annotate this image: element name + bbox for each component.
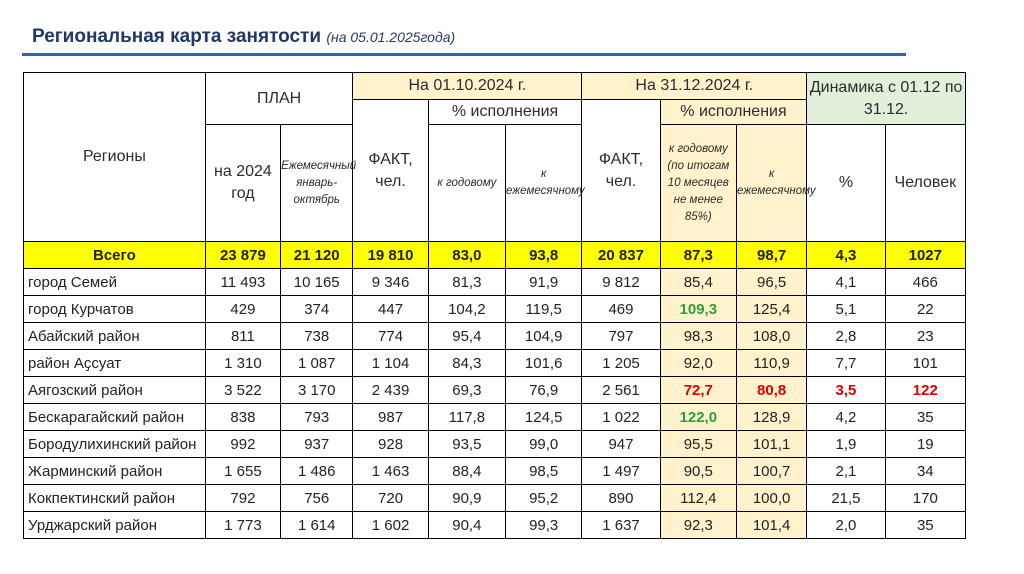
cell: 738 xyxy=(281,323,353,350)
cell: 119,5 xyxy=(506,296,582,323)
cell: 22 xyxy=(885,296,965,323)
cell-highlight-bad: 80,8 xyxy=(736,377,806,404)
cell: 2,0 xyxy=(807,512,885,539)
cell: 117,8 xyxy=(428,404,505,431)
cell: 1 497 xyxy=(582,458,660,485)
cell: 1 614 xyxy=(281,512,353,539)
cell: 108,0 xyxy=(736,323,806,350)
cell: 69,3 xyxy=(428,377,505,404)
cell: 4,2 xyxy=(807,404,885,431)
table-row xyxy=(24,323,966,350)
cell: 99,3 xyxy=(506,512,582,539)
header-pct-exec2: % исполнения xyxy=(660,100,807,125)
cell: 1 486 xyxy=(281,458,353,485)
region-name: Урджарский район xyxy=(24,512,206,539)
cell: 96,5 xyxy=(736,269,806,296)
cell: 87,3 xyxy=(660,242,736,269)
cell: 469 xyxy=(582,296,660,323)
cell: 88,4 xyxy=(428,458,505,485)
cell: 374 xyxy=(281,296,353,323)
cell: 90,4 xyxy=(428,512,505,539)
header-fact2: ФАКТ, чел. xyxy=(582,100,660,242)
cell: 101,6 xyxy=(506,350,582,377)
cell: 76,9 xyxy=(506,377,582,404)
cell: 81,3 xyxy=(428,269,505,296)
cell: 112,4 xyxy=(660,485,736,512)
total-label: Всего xyxy=(24,242,206,269)
cell: 2 561 xyxy=(582,377,660,404)
cell: 1 205 xyxy=(582,350,660,377)
table-row xyxy=(24,458,966,485)
cell: 992 xyxy=(205,431,280,458)
cell: 104,9 xyxy=(506,323,582,350)
cell: 100,7 xyxy=(736,458,806,485)
title-text: Региональная карта занятости xyxy=(32,26,322,47)
cell: 92,0 xyxy=(660,350,736,377)
header-to-monthly2: к ежемесячному xyxy=(736,125,806,242)
cell: 101,4 xyxy=(736,512,806,539)
region-name: Аягозский район xyxy=(24,377,206,404)
cell: 83,0 xyxy=(428,242,505,269)
cell: 793 xyxy=(281,404,353,431)
cell: 21 120 xyxy=(281,242,353,269)
employment-table xyxy=(23,72,966,539)
table-row xyxy=(24,485,966,512)
cell: 90,5 xyxy=(660,458,736,485)
cell: 85,4 xyxy=(660,269,736,296)
cell: 5,1 xyxy=(807,296,885,323)
cell: 1 463 xyxy=(353,458,428,485)
cell: 100,0 xyxy=(736,485,806,512)
cell: 1,9 xyxy=(807,431,885,458)
region-name: Бородулихинский район xyxy=(24,431,206,458)
cell: 756 xyxy=(281,485,353,512)
cell: 104,2 xyxy=(428,296,505,323)
cell: 890 xyxy=(582,485,660,512)
header-plan: ПЛАН xyxy=(205,73,353,125)
cell: 1 087 xyxy=(281,350,353,377)
cell: 93,8 xyxy=(506,242,582,269)
region-name: Бескарагайский район xyxy=(24,404,206,431)
cell: 466 xyxy=(885,269,965,296)
cell: 170 xyxy=(885,485,965,512)
cell: 99,0 xyxy=(506,431,582,458)
header-pct-exec1: % исполнения xyxy=(428,100,582,125)
cell: 11 493 xyxy=(205,269,280,296)
cell: 2 439 xyxy=(353,377,428,404)
cell: 124,5 xyxy=(506,404,582,431)
cell: 947 xyxy=(582,431,660,458)
cell: 9 346 xyxy=(353,269,428,296)
cell: 19 810 xyxy=(353,242,428,269)
cell: 92,3 xyxy=(660,512,736,539)
cell: 4,1 xyxy=(807,269,885,296)
header-period1: На 01.10.2024 г. xyxy=(353,73,582,100)
cell: 34 xyxy=(885,458,965,485)
cell: 429 xyxy=(205,296,280,323)
cell: 797 xyxy=(582,323,660,350)
cell: 95,4 xyxy=(428,323,505,350)
header-to-annual1: к годовому xyxy=(428,125,505,242)
header-to-monthly1: к ежемесячному xyxy=(506,125,582,242)
cell: 774 xyxy=(353,323,428,350)
table-row xyxy=(24,350,966,377)
cell: 937 xyxy=(281,431,353,458)
page-title xyxy=(32,26,455,48)
table-row xyxy=(24,404,966,431)
cell: 1 022 xyxy=(582,404,660,431)
region-name: район Аҫсуат xyxy=(24,350,206,377)
header-plan-monthly: Ежемесячный январь-октябрь xyxy=(281,125,353,242)
cell: 95,2 xyxy=(506,485,582,512)
header-fact1: ФАКТ, чел. xyxy=(353,100,428,242)
cell-highlight-good: 122,0 xyxy=(660,404,736,431)
cell: 811 xyxy=(205,323,280,350)
cell: 21,5 xyxy=(807,485,885,512)
cell: 1 104 xyxy=(353,350,428,377)
cell: 1 310 xyxy=(205,350,280,377)
header-pct: % xyxy=(807,125,885,242)
cell: 95,5 xyxy=(660,431,736,458)
region-name: Жарминский район xyxy=(24,458,206,485)
cell: 2,8 xyxy=(807,323,885,350)
cell: 720 xyxy=(353,485,428,512)
cell: 23 xyxy=(885,323,965,350)
cell: 447 xyxy=(353,296,428,323)
region-name: Кокпектинский район xyxy=(24,485,206,512)
cell: 101,1 xyxy=(736,431,806,458)
cell: 10 165 xyxy=(281,269,353,296)
cell: 987 xyxy=(353,404,428,431)
region-name: Абайский район xyxy=(24,323,206,350)
cell: 1 773 xyxy=(205,512,280,539)
total-row xyxy=(24,242,966,269)
cell: 98,5 xyxy=(506,458,582,485)
cell: 1 602 xyxy=(353,512,428,539)
cell: 90,9 xyxy=(428,485,505,512)
cell: 35 xyxy=(885,512,965,539)
cell: 23 879 xyxy=(205,242,280,269)
cell: 110,9 xyxy=(736,350,806,377)
cell: 19 xyxy=(885,431,965,458)
table-row xyxy=(24,269,966,296)
region-name: город Курчатов xyxy=(24,296,206,323)
cell: 101 xyxy=(885,350,965,377)
table-row xyxy=(24,296,966,323)
cell: 3 170 xyxy=(281,377,353,404)
cell: 93,5 xyxy=(428,431,505,458)
title-underline xyxy=(22,53,906,56)
cell: 128,9 xyxy=(736,404,806,431)
header-regions: Регионы xyxy=(24,73,206,242)
cell: 1 655 xyxy=(205,458,280,485)
cell: 7,7 xyxy=(807,350,885,377)
cell: 838 xyxy=(205,404,280,431)
cell: 2,1 xyxy=(807,458,885,485)
cell: 4,3 xyxy=(807,242,885,269)
cell: 125,4 xyxy=(736,296,806,323)
cell: 98,3 xyxy=(660,323,736,350)
cell: 91,9 xyxy=(506,269,582,296)
table-row xyxy=(24,431,966,458)
cell-highlight-bad: 3,5 xyxy=(807,377,885,404)
cell: 792 xyxy=(205,485,280,512)
cell-highlight-bad: 72,7 xyxy=(660,377,736,404)
cell: 928 xyxy=(353,431,428,458)
cell: 84,3 xyxy=(428,350,505,377)
cell: 98,7 xyxy=(736,242,806,269)
header-dynamics: Динамика с 01.12 по 31.12. xyxy=(807,73,966,125)
table-row xyxy=(24,512,966,539)
cell: 1027 xyxy=(885,242,965,269)
cell: 35 xyxy=(885,404,965,431)
title-date: (на 05.01.2025года) xyxy=(326,29,456,45)
cell-highlight-bad: 122 xyxy=(885,377,965,404)
cell: 3 522 xyxy=(205,377,280,404)
cell: 9 812 xyxy=(582,269,660,296)
region-name: город Семей xyxy=(24,269,206,296)
cell-highlight-good: 109,3 xyxy=(660,296,736,323)
cell: 20 837 xyxy=(582,242,660,269)
table-row xyxy=(24,377,966,404)
header-people: Человек xyxy=(885,125,965,242)
cell: 1 637 xyxy=(582,512,660,539)
header-period2: На 31.12.2024 г. xyxy=(582,73,807,100)
header-plan-2024: на 2024 год xyxy=(205,125,280,242)
header-to-annual2: к годовому (по итогам 10 месяцев не менее 85%) xyxy=(660,125,736,242)
